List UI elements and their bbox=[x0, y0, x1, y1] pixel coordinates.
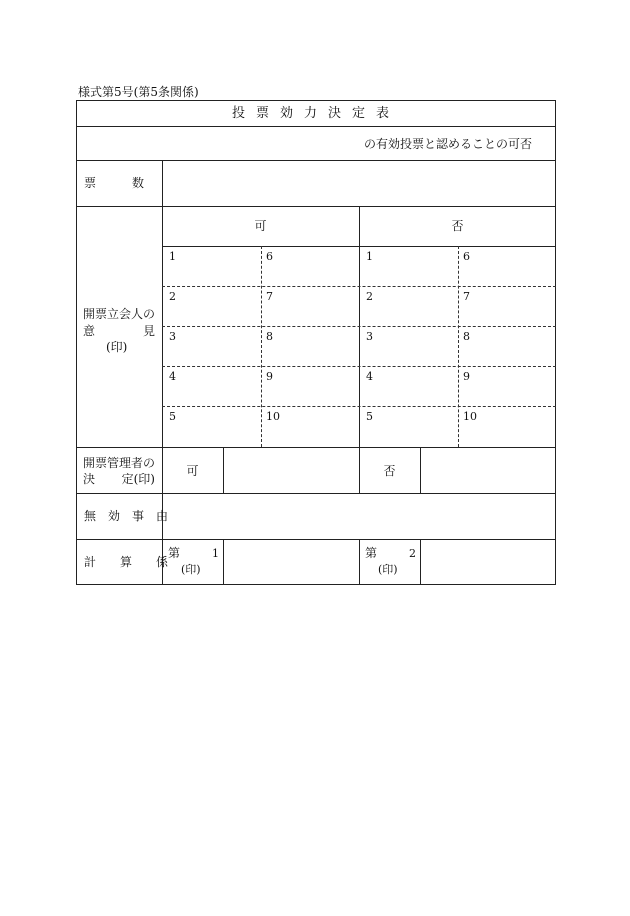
table-border-left bbox=[76, 100, 77, 585]
approve-num-7: 7 bbox=[266, 290, 273, 303]
observers-label-line1: 開票立会人の bbox=[83, 307, 156, 321]
manager-reject-divider bbox=[420, 447, 421, 493]
manager-approve-divider bbox=[223, 447, 224, 493]
dashed-row-1 bbox=[162, 286, 556, 287]
approve-num-9: 9 bbox=[266, 370, 273, 383]
dashed-col-approve bbox=[261, 246, 262, 447]
rule-below-observers bbox=[76, 447, 556, 448]
reject-num-5: 5 bbox=[366, 410, 373, 423]
reject-num-9: 9 bbox=[463, 370, 470, 383]
table-border-right bbox=[555, 100, 556, 585]
certification-text: の有効投票と認めることの可否 bbox=[363, 137, 532, 151]
observers-label-line2-b: 見 bbox=[142, 324, 155, 338]
rule-below-invalid bbox=[76, 539, 556, 540]
calculator-1-seal: (印) bbox=[181, 563, 201, 576]
observers-label-line2 bbox=[83, 324, 155, 338]
dashed-row-4 bbox=[162, 406, 556, 407]
approve-num-8: 8 bbox=[266, 330, 273, 343]
table-title: 投票効力決定表 bbox=[231, 106, 400, 121]
manager-label-line2 bbox=[83, 472, 155, 486]
table-border-bottom bbox=[76, 584, 556, 585]
calculator-2-seal: (印) bbox=[378, 563, 398, 576]
rule-below-manager bbox=[76, 493, 556, 494]
votes-label bbox=[84, 176, 154, 190]
dashed-row-2 bbox=[162, 326, 556, 327]
rule-below-title bbox=[76, 126, 556, 127]
reject-num-2: 2 bbox=[366, 290, 373, 303]
reject-header: 否 bbox=[451, 219, 464, 233]
approve-reject-divider bbox=[359, 206, 360, 493]
calculator-2-prefix: 第 bbox=[365, 546, 378, 560]
approve-header: 可 bbox=[254, 219, 267, 233]
manager-label-line1: 開票管理者の bbox=[83, 456, 156, 470]
calculator-1-divider bbox=[223, 539, 224, 585]
invalid-reason-label: 無 効 事 由 bbox=[84, 509, 169, 523]
reject-num-1: 1 bbox=[366, 250, 373, 263]
dashed-col-reject bbox=[458, 246, 459, 447]
calculator-1-prefix: 第 bbox=[168, 546, 181, 560]
approve-num-2: 2 bbox=[169, 290, 176, 303]
observers-label-line2-a: 意 bbox=[83, 324, 96, 338]
observers-seal: (印) bbox=[106, 340, 128, 354]
manager-label-line2-b: 定(印) bbox=[121, 472, 155, 486]
reject-num-10: 10 bbox=[463, 410, 477, 423]
vote-validity-decision-table bbox=[76, 100, 556, 585]
approve-num-6: 6 bbox=[266, 250, 273, 263]
manager-approve-label: 可 bbox=[186, 464, 199, 478]
reject-num-8: 8 bbox=[463, 330, 470, 343]
rule-below-cert bbox=[76, 160, 556, 161]
calculator-2-divider bbox=[420, 539, 421, 585]
dashed-row-3 bbox=[162, 366, 556, 367]
calculator-1-number: 1 bbox=[212, 547, 219, 560]
form-number-label: 様式第5号(第5条関係) bbox=[78, 85, 199, 99]
approve-num-4: 4 bbox=[169, 370, 176, 383]
manager-reject-label: 否 bbox=[383, 464, 396, 478]
reject-num-7: 7 bbox=[463, 290, 470, 303]
rule-below-votes bbox=[76, 206, 556, 207]
approve-num-3: 3 bbox=[169, 330, 176, 343]
calculator-2-number: 2 bbox=[409, 547, 416, 560]
votes-label-text: 票 数 bbox=[84, 176, 145, 190]
calculator-divider bbox=[359, 539, 360, 585]
approve-num-10: 10 bbox=[266, 410, 280, 423]
calculators-label: 計 算 係 bbox=[84, 555, 169, 569]
approve-num-5: 5 bbox=[169, 410, 176, 423]
reject-num-3: 3 bbox=[366, 330, 373, 343]
manager-label-line2-a: 決 bbox=[83, 472, 96, 486]
reject-num-6: 6 bbox=[463, 250, 470, 263]
table-border-top bbox=[76, 100, 556, 101]
approve-num-1: 1 bbox=[169, 250, 176, 263]
reject-num-4: 4 bbox=[366, 370, 373, 383]
